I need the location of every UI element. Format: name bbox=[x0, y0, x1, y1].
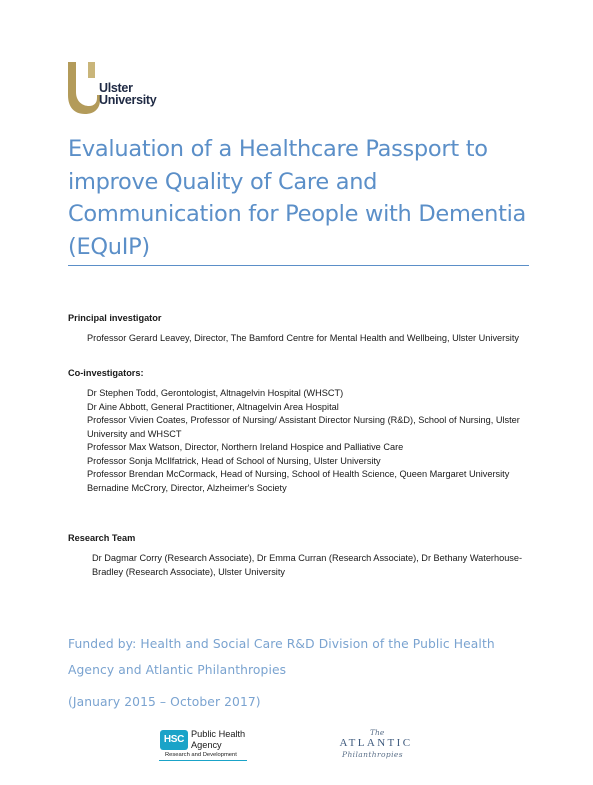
atlantic-name: ATLANTIC bbox=[339, 737, 413, 749]
list-item: Professor Vivien Coates, Professor of Nursing/ Assistant Director Nursing (R&D), School of Nursing, Ulster University and WHSCT bbox=[87, 415, 520, 439]
hsc-badge: HSC bbox=[160, 730, 188, 750]
principal-investigator-text: Professor Gerard Leavey, Director, The Bamford Centre for Mental Health and Wellbeing, Ulster University bbox=[87, 333, 519, 343]
hsc-name-line1: Public Health bbox=[191, 729, 246, 739]
ulster-wordmark bbox=[99, 82, 156, 106]
hsc-underline bbox=[159, 760, 247, 761]
hsc-subtitle: Research and Development bbox=[165, 752, 237, 758]
funding-statement: Funded by: Health and Social Care R&D Division of the Public Health Agency and Atlantic Philanthropies bbox=[68, 637, 495, 677]
list-item: Dr Stephen Todd, Gerontologist, Altnagelvin Hospital (WHSCT) bbox=[87, 388, 344, 398]
atlantic-subtitle: Philanthropies bbox=[342, 750, 404, 759]
list-item: Professor Brendan McCormack, Head of Nursing, School of Health Science, Queen Margaret University bbox=[87, 469, 510, 479]
hsc-agency-name bbox=[191, 729, 245, 750]
list-item: Bernadine McCrory, Director, Alzheimer's Society bbox=[87, 482, 287, 493]
title-divider bbox=[68, 265, 529, 266]
list-item: Professor Max Watson, Director, Northern Ireland Hospice and Palliative Care bbox=[87, 442, 404, 452]
ulster-wordmark-line1: Ulster bbox=[99, 81, 133, 95]
co-investigators-heading: Co-investigators: bbox=[68, 368, 144, 378]
co-investigators-list bbox=[87, 387, 532, 495]
ulster-university-logo bbox=[66, 62, 166, 118]
ulster-wordmark-line2: University bbox=[99, 93, 157, 107]
list-item: Professor Sonja McIlfatrick, Head of School of Nursing, Ulster University bbox=[87, 455, 381, 466]
principal-investigator-heading: Principal investigator bbox=[68, 313, 162, 323]
hsc-name-line2: Agency bbox=[191, 739, 222, 750]
research-team-heading: Research Team bbox=[68, 533, 136, 543]
report-title: Evaluation of a Healthcare Passport to improve Quality of Care and Communication for People with Dementia (EQuIP) bbox=[68, 136, 527, 260]
hsc-public-health-agency-logo bbox=[159, 726, 259, 766]
atlantic-the: The bbox=[370, 728, 385, 737]
research-team-text: Dr Dagmar Corry (Research Associate), Dr Emma Curran (Research Associate), Dr Bethany Waterhouse-Bradley (Research Associate), Ulster University bbox=[92, 553, 523, 577]
ulster-mark-icon bbox=[66, 62, 100, 114]
project-dates: (January 2015 – October 2017) bbox=[68, 695, 261, 709]
list-item: Dr Aine Abbott, General Practitioner, Altnagelvin Area Hospital bbox=[87, 401, 339, 412]
atlantic-philanthropies-logo bbox=[330, 726, 430, 766]
